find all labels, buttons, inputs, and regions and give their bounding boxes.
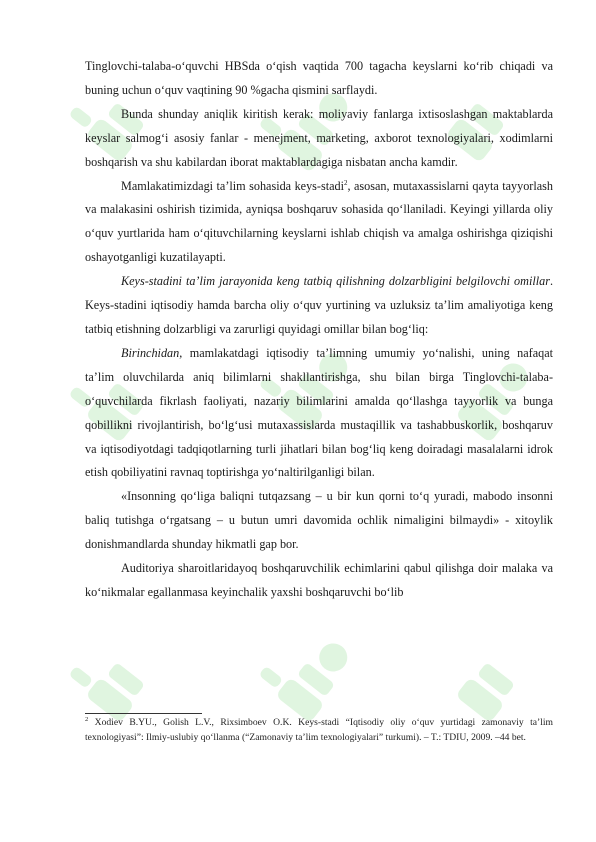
body-text: [85, 55, 553, 605]
paragraph-4-text: . Keys-stadini iqtisodiy hamda barcha oliy o‘quv yurtining va uzluksiz ta’lim amaliyotiga keng tatbiq etishning dolzarbligi va zarurligi quyidagi omillar bilan bog‘liq:: [85, 274, 553, 336]
footnote-text: Xodiev B.YU., Golish L.V., Rixsimboev O.K. Keys-stadi “Iqtisodiy oliy o‘quv yurtidagi zamonaviy ta’lim texnologiyasi”: Ilmiy-uslubiy qo‘llanma (“Zamonaviy ta’lim texnologiyalari” turkumi). – T.: TDIU, 2009. –44 bet.: [85, 717, 553, 743]
paragraph-3: [85, 175, 553, 271]
footnote-number: 2: [85, 715, 89, 723]
paragraph-6-quote: «Insonning qo‘liga baliqni tutqazsang – u bir kun qorni to‘q yuradi, mabodo insonni baliq tutishga o‘rgatsang – u butun umri davomida ochlik nimaligini bilmaydi» - xitoylik donishmandlarda shunday hikmatli gap bor.: [85, 489, 553, 552]
paragraph-7: Auditoriya sharoitlaridayoq boshqaruvchilik echimlarini qabul qilishga doir malaka va ko‘nikmalar egallanmasa keyinchalik yaxshi boshqaruvchi bo‘lib: [85, 561, 553, 599]
paragraph-4: [85, 270, 553, 342]
paragraph-3-end: , asosan, mutaxassislarni qayta tayyorlash va malakasini oshirish tizimida, ayniqsa boshqaruv sohasida qo‘llaniladi. Keyingi yillarda oliy o‘quv yurtlarida ham o‘qituvchilarning keyslarni ishlab chiqish va amalga oshirishga qiziqishi oshayotganligi kuzatilayapti.: [85, 178, 553, 265]
paragraph-5-text: mamlakatdagi iqtisodiy ta’limning umumiy yo‘nalishi, uning nafaqat ta’lim oluvchilarda aniq bilimlarni shakllantirishga, shu bilan birga Tinglovchi-talaba-o‘quvchilarda fikrlash faoliyati, nazariy bilimlarini amalda qo‘llashga tayyorlik va bunga qobillikni rivojlantirish, bo‘lg‘usi mutaxassislarda mustaqillik va tashabbuskorlik, boshqaruv va iqtisodiyotdagi tadqiqotlarning turli jihatlari bilan bog‘liq keng doiradagi masalalarni idrok etish qobiliyatini ravnaq toptirishga yo‘naltirilganligi bilan.: [85, 345, 553, 480]
paragraph-5-lead: Birinchidan,: [121, 345, 183, 360]
footnote-reference[interactable]: 2: [344, 178, 348, 187]
paragraph-5: [85, 342, 553, 485]
footnote-separator: [85, 713, 202, 714]
paragraph-4-heading: Keys-stadini ta’lim jarayonida keng tatbiq qilishning dolzarbligini belgilovchi omillar: [121, 274, 550, 289]
paragraph-3-start: Mamlakatimizdagi ta’lim sohasida keys-stadi: [121, 178, 344, 193]
paragraph-2: Bunda shunday aniqlik kiritish kerak: moliyaviy fanlarga ixtisoslashgan maktablarda keyslar salmog‘i asosiy fanlar - menejment, marketing, axborot texnologiyalari, xodimlarni boshqarish va shu kabilardan iborat maktablardagiga nisbatan ancha kamdir.: [85, 106, 553, 169]
footnote: [85, 716, 553, 745]
paragraph-1: Tinglovchi-talaba-o‘quvchi HBSda o‘qish vaqtida 700 tagacha keyslarni ko‘rib chiqadi va buning uchun o‘quv vaqtining 90 %gacha qismini sarflaydi.: [85, 59, 553, 97]
